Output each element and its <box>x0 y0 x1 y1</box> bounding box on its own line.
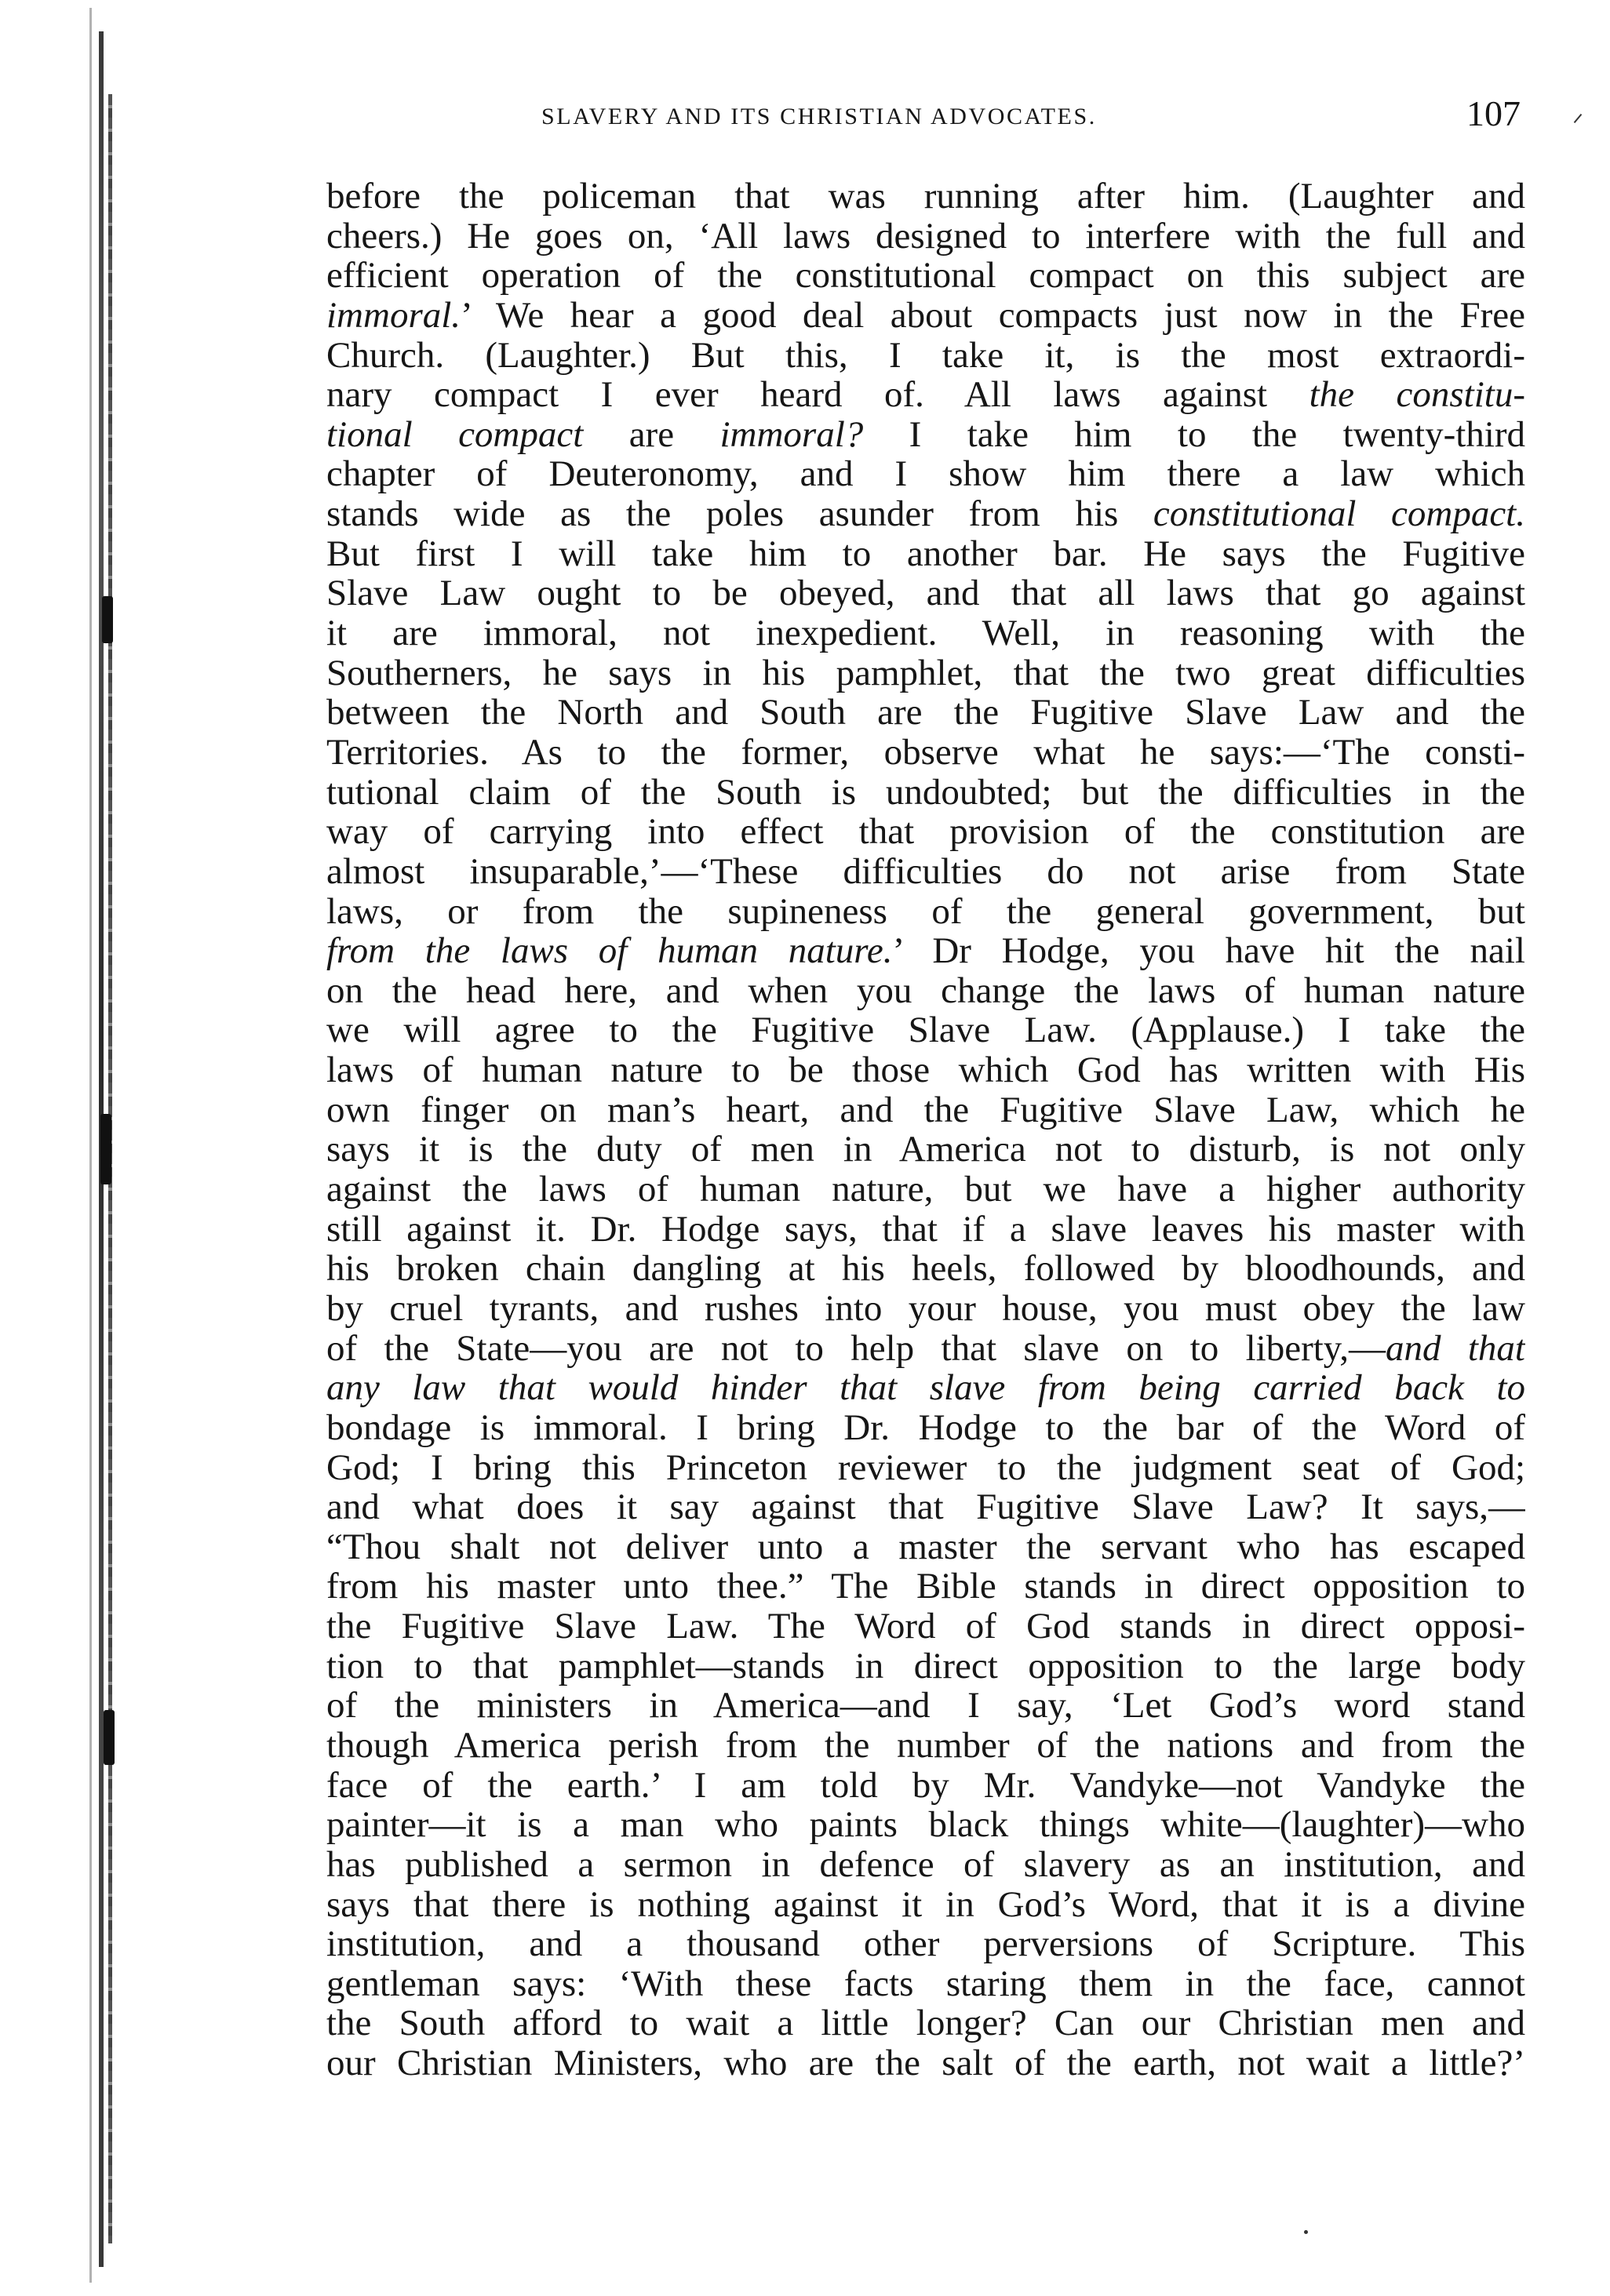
text-line <box>326 1726 1525 1766</box>
text-run: gentleman says: ‘With these facts staring them in the face, cannot <box>326 1963 1525 2004</box>
text-run: from his master unto thee.” The Bible stands in direct opposition to <box>326 1566 1525 1607</box>
text-line <box>326 256 1525 296</box>
ink-blot <box>104 1710 115 1765</box>
text-line <box>326 494 1525 534</box>
text-line <box>326 1050 1525 1090</box>
text-run: painter—it is a man who paints black things white—(laughter)—who <box>326 1805 1525 1845</box>
text-line <box>326 176 1525 217</box>
text-line <box>326 613 1525 653</box>
text-line <box>326 573 1525 613</box>
italic-text: any law that would hinder that slave from being carried back to <box>326 1368 1525 1408</box>
scanned-binding-edge <box>72 0 116 2296</box>
text-run: against the laws of human nature, but we have a higher authority <box>326 1170 1525 1210</box>
text-run: institution, and a thousand other perversions of Scripture. This <box>326 1924 1525 1964</box>
italic-text: constitutional compact. <box>1153 494 1525 534</box>
italic-text: immoral? <box>719 414 864 455</box>
text-line <box>326 1090 1525 1130</box>
text-line <box>326 1527 1525 1567</box>
text-run: his broken chain dangling at his heels, followed by bloodhounds, and <box>326 1249 1525 1289</box>
text-run: by cruel tyrants, and rushes into your house, you must obey the law <box>326 1288 1525 1329</box>
text-line <box>326 534 1525 574</box>
text-run: before the policeman that was running after him. (Laughter and <box>326 176 1525 217</box>
text-line <box>326 773 1525 813</box>
text-line <box>326 931 1525 971</box>
stray-mark <box>1574 114 1583 123</box>
text-run: Southerners, he says in his pamphlet, that the two great difficulties <box>326 653 1525 693</box>
text-run: “Thou shalt not deliver unto a master the servant who has escaped <box>326 1526 1525 1567</box>
text-run: are <box>583 414 720 455</box>
text-line <box>326 217 1525 257</box>
body-text <box>326 176 1525 2083</box>
text-line <box>326 1408 1525 1448</box>
ink-blot <box>100 1114 111 1184</box>
text-line <box>326 1566 1525 1606</box>
text-run: laws, or from the supineness of the general government, but <box>326 891 1525 932</box>
text-run: own finger on man’s heart, and the Fugitive Slave Law, which he <box>326 1090 1525 1130</box>
text-line <box>326 454 1525 494</box>
text-run: tutional claim of the South is undoubted; but the difficulties in the <box>326 772 1525 813</box>
text-line <box>326 1170 1525 1210</box>
text-run: between the North and South are the Fugitive Slave Law and the <box>326 693 1525 733</box>
text-line <box>326 1766 1525 1806</box>
text-run: almost insuparable,’—‘These difficulties do not arise from State <box>326 851 1525 892</box>
stray-dot <box>1304 2230 1308 2234</box>
text-line <box>326 1289 1525 1329</box>
text-run: way of carrying into effect that provision of the constitution are <box>326 812 1525 852</box>
text-run: face of the earth.’ I am told by Mr. Vandyke—not Vandyke the <box>326 1765 1525 1806</box>
text-run: nary compact I ever heard of. All laws against <box>326 375 1309 415</box>
text-run: and what does it say against that Fugitive Slave Law? It says,— <box>326 1487 1525 1527</box>
text-run: ’ We hear a good deal about compacts just now in the Free <box>461 295 1525 336</box>
text-run: has published a sermon in defence of slavery as an institution, and <box>326 1844 1525 1885</box>
text-line <box>326 1329 1525 1369</box>
text-line <box>326 1805 1525 1845</box>
ink-blot <box>102 596 113 643</box>
text-run: tion to that pamphlet—stands in direct opposition to the large body <box>326 1646 1525 1687</box>
page-header <box>541 93 1521 140</box>
text-line <box>326 812 1525 852</box>
text-run: still against it. Dr. Hodge says, that if a slave leaves his master with <box>326 1209 1525 1250</box>
italic-text: immoral. <box>326 295 461 336</box>
text-run: Slave Law ought to be obeyed, and that all laws that go against <box>326 573 1525 614</box>
text-line <box>326 1964 1525 2004</box>
text-line <box>326 1130 1525 1170</box>
text-run: Church. (Laughter.) But this, I take it, is the most extraordi- <box>326 335 1525 376</box>
text-line <box>326 1010 1525 1050</box>
text-run: our Christian Ministers, who are the salt of the earth, not wait a little?’ <box>326 2043 1525 2083</box>
text-run: on the head here, and when you change the laws of human nature <box>326 970 1525 1011</box>
page-number: 107 <box>1466 93 1521 133</box>
text-line <box>326 1924 1525 1964</box>
text-line <box>326 2003 1525 2043</box>
text-run: ’ Dr Hodge, you have hit the nail <box>892 931 1525 971</box>
text-line <box>326 415 1525 455</box>
text-run: stands wide as the poles asunder from his <box>326 494 1153 534</box>
text-run: the Fugitive Slave Law. The Word of God stands in direct opposi- <box>326 1606 1525 1646</box>
text-run: bondage is immoral. I bring Dr. Hodge to the bar of the Word of <box>326 1407 1525 1448</box>
text-run: though America perish from the number of the nations and from the <box>326 1725 1525 1766</box>
text-line <box>326 2043 1525 2083</box>
text-run: says it is the duty of men in America not to disturb, is not only <box>326 1130 1525 1170</box>
text-run: chapter of Deuteronomy, and I show him there a law which <box>326 454 1525 495</box>
italic-text: tional compact <box>326 414 584 455</box>
text-line <box>326 653 1525 693</box>
text-line <box>326 1368 1525 1408</box>
text-line <box>326 375 1525 415</box>
running-title: SLAVERY AND ITS CHRISTIAN ADVOCATES. <box>541 104 1097 129</box>
text-line <box>326 1448 1525 1488</box>
text-line <box>326 892 1525 932</box>
text-run: the South afford to wait a little longer? Can our Christian men and <box>326 2003 1525 2044</box>
binding-shadow <box>89 8 92 2283</box>
text-run: laws of human nature to be those which God has written with His <box>326 1050 1525 1090</box>
italic-text: from the laws of human nature. <box>326 931 893 971</box>
text-run: Territories. As to the former, observe what he says:—‘The consti- <box>326 732 1525 773</box>
italic-text: the constitu- <box>1309 375 1525 415</box>
text-line <box>326 336 1525 376</box>
text-run: of the State—you are not to help that slave on to liberty,— <box>326 1328 1386 1369</box>
text-run: says that there is nothing against it in God’s Word, that it is a divine <box>326 1884 1525 1925</box>
text-line <box>326 1210 1525 1250</box>
text-run: it are immoral, not inexpedient. Well, in reasoning with the <box>326 613 1525 653</box>
text-line <box>326 852 1525 892</box>
text-line <box>326 296 1525 336</box>
text-line <box>326 1885 1525 1925</box>
italic-text: and that <box>1386 1328 1525 1369</box>
text-line <box>326 1487 1525 1527</box>
text-line <box>326 1606 1525 1646</box>
text-line <box>326 971 1525 1011</box>
text-line <box>326 1686 1525 1726</box>
text-run: efficient operation of the constitutional compact on this subject are <box>326 256 1525 296</box>
text-run: I take him to the twenty-third <box>863 414 1525 455</box>
text-line <box>326 1845 1525 1885</box>
text-run: we will agree to the Fugitive Slave Law. (Applause.) I take the <box>326 1010 1525 1051</box>
text-run: cheers.) He goes on, ‘All laws designed to interfere with the full and <box>326 216 1525 257</box>
text-run: God; I bring this Princeton reviewer to the judgment seat of God; <box>326 1447 1525 1488</box>
text-line <box>326 733 1525 773</box>
text-run: But first I will take him to another bar. He says the Fugitive <box>326 533 1525 574</box>
text-run: of the ministers in America—and I say, ‘Let God’s word stand <box>326 1686 1525 1726</box>
text-line <box>326 1646 1525 1687</box>
text-line <box>326 1249 1525 1289</box>
text-line <box>326 693 1525 733</box>
